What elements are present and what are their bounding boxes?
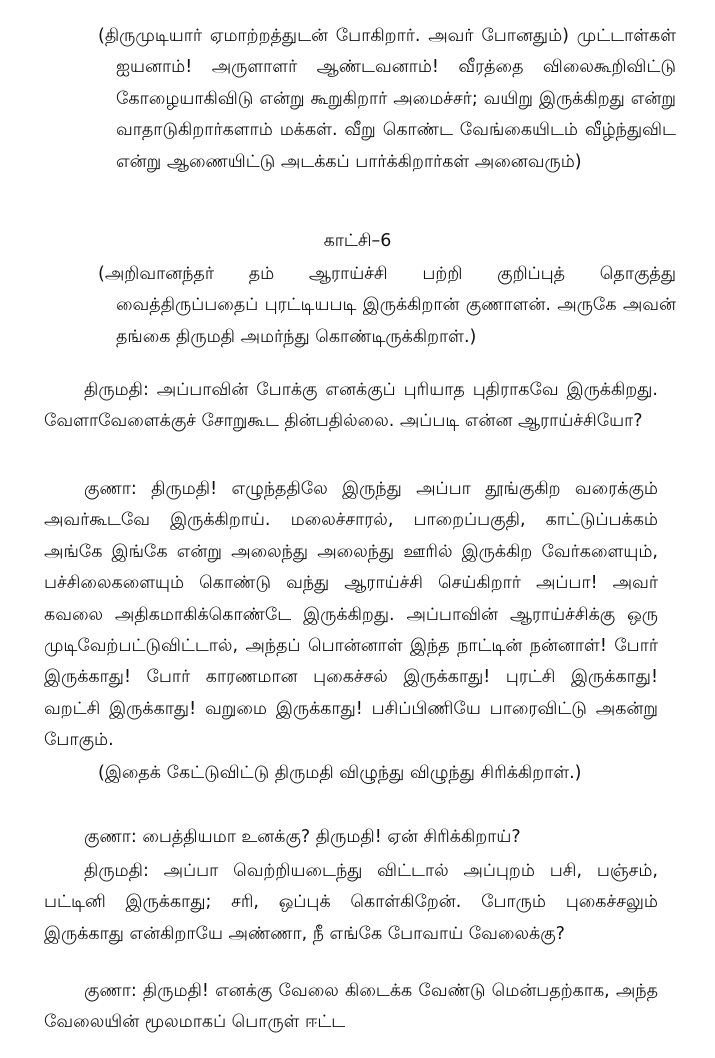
stage-direction-paragraph: (இதைக் கேட்டுவிட்டு திருமதி விழுந்து விழுந்து சிரிக்கிறாள்.) (98, 763, 582, 783)
dialogue-paragraph: குணா: திருமதி! எனக்கு வேலை கிடைக்க வேண்டு மென்பதற்காக, அந்த வேலையின் மூலமாகப் பொருள் ஈட்ட (44, 981, 658, 1033)
dialogue-paragraph: திருமதி: அப்பாவின் போக்கு எனக்குப் புரியாத புதிராகவே இருக்கிறது. வேளாவேளைக்குச் சோறுகூட தின்பதில்லை. அப்படி என்ன ஆராய்ச்சியோ? (44, 380, 658, 432)
dialogue-paragraph: திருமதி: அப்பா வெற்றியடைந்து விட்டால் அப்புறம் பசி, பஞ்சம், பட்டினி இருக்காது; சரி, ஒப்புக் கொள்கிறேன். போரும் புகைச்சலும் இருக்காது என்கிறாயே அண்ணா, நீ எங்கே போவாய் வேலைக்கு? (44, 861, 658, 944)
stage-direction-paragraph: (அறிவானந்தர் தம் ஆராய்ச்சி பற்றி குறிப்புத் தொகுத்து வைத்திருப்பதைப் புரட்டியபடி இருக்கிறான் குணாளன். அருகே அவன் தங்கை திருமதி அமர்ந்து கொண்டிருக்கிறாள்.) (98, 264, 676, 347)
dialogue-paragraph: குணா: பைத்தியமா உனக்கு? திருமதி! ஏன் சிரிக்கிறாய்? (84, 827, 521, 847)
stage-direction-paragraph: (திருமுடியார் ஏமாற்றத்துடன் போகிறார். அவர் போனதும்) முட்டாள்கள் ஐயனாம்! அருளாளர் ஆண்டவனாம்! வீரத்தை விலைகூறிவிட்டு கோழையாகிவிடு என்று கூறுகிறார் அமைச்சர்; வயிறு இருக்கிறது என்று வாதாடுகிறார்களாம் மக்கள். வீறு கொண்ட வேங்கையிடம் வீழ்ந்துவிட என்று ஆணையிட்டு அடக்கப் பார்க்கிறார்கள் அனைவரும்) (98, 26, 676, 172)
scene-heading: காட்சி–6 (323, 231, 392, 251)
dialogue-paragraph: குணா: திருமதி! எழுந்ததிலே இருந்து அப்பா தூங்குகிற வரைக்கும் அவர்கூடவே இருக்கிறாய். மலைச்சாரல், பாறைப்பகுதி, காட்டுப்பக்கம் அங்கே இங்கே என்று அலைந்து அலைந்து ஊரில் இருக்கிற வேர்களையும், பச்சிலைகளையும் கொண்டு வந்து ஆராய்ச்சி செய்கிறார் அப்பா! அவர் கவலை அதிகமாகிக்கொண்டே இருக்கிறது. அப்பாவின் ஆராய்ச்சிக்கு ஒரு முடிவேற்பட்டுவிட்டால், அந்தப் பொன்னாள் இந்த நாட்டின் நன்னாள்! போர் இருக்காது! போர் காரணமான புகைச்சல் இருக்காது! புரட்சி இருக்காது! வறட்சி இருக்காது! வறுமை இருக்காது! பசிப்பிணியே பாரைவிட்டு அகன்று போகும். (44, 479, 658, 751)
